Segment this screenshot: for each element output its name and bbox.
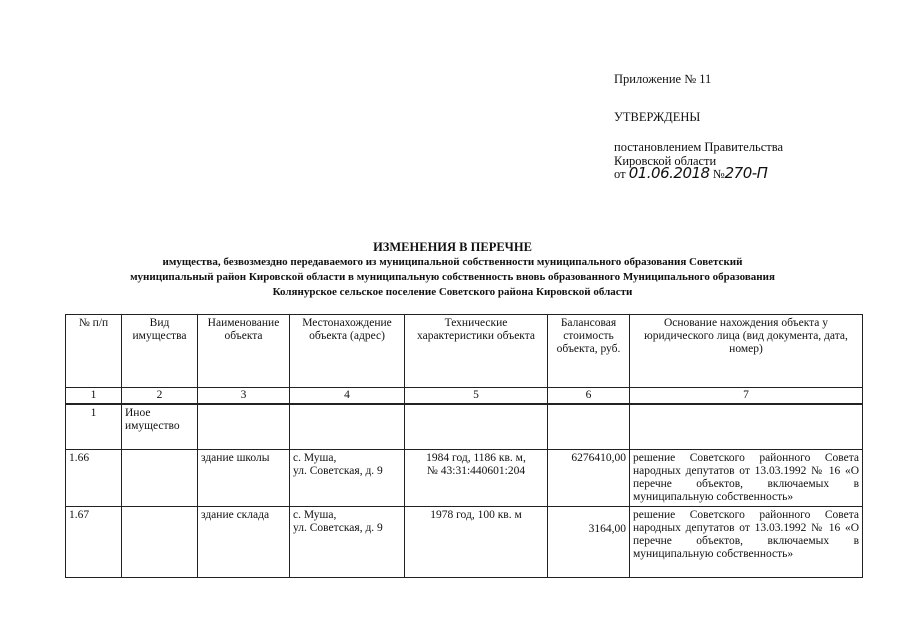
column-number: 5 (405, 388, 548, 405)
appendix-label: Приложение № 11 (614, 72, 712, 86)
row-value: 6276410,00 (548, 450, 630, 507)
column-number: 4 (290, 388, 405, 405)
header-location: Местонахождение объекта (адрес) (290, 315, 405, 388)
empty-cell (630, 404, 863, 450)
column-number: 2 (122, 388, 198, 405)
column-number: 7 (630, 388, 863, 405)
specs-line-1: 1984 год, 1186 кв. м, (426, 452, 526, 464)
table-header-row (66, 315, 863, 388)
row-basis: решение Советского районного Совета народных депутатов от 13.03.1992 № 16 «О перечне объектов, включаемых в муниципальную собственность» (630, 507, 863, 578)
date-prefix: от (614, 167, 626, 181)
row-location (290, 450, 405, 507)
column-number: 3 (198, 388, 290, 405)
title-line-1: имущества, безвозмездно передаваемого из муниципальной собственности муниципального образования Советский (162, 256, 743, 268)
empty-cell (290, 404, 405, 450)
row-type (122, 450, 198, 507)
decree-line-2: Кировской области (614, 154, 717, 168)
table-row (66, 507, 863, 578)
title-line-3: Колянурское сельское поселение Советского района Кировской области (272, 286, 633, 298)
document-title (40, 240, 865, 300)
header-name: Наименование объекта (198, 315, 290, 388)
row-location (290, 507, 405, 578)
location-line-2: ул. Советская, д. 9 (293, 465, 383, 477)
decree-line-1: постановлением Правительства (614, 140, 784, 154)
header-specs: Технические характеристики объекта (405, 315, 548, 388)
category-type: Иное имущество (122, 404, 198, 450)
row-name: здание склада (198, 507, 290, 578)
location-line-2: ул. Советская, д. 9 (293, 522, 383, 534)
row-name: здание школы (198, 450, 290, 507)
category-num: 1 (66, 404, 122, 450)
location-line-1: с. Муша, (293, 509, 337, 521)
header-basis: Основание нахождения объекта у юридического лица (вид документа, дата, номер) (630, 315, 863, 388)
location-line-1: с. Муша, (293, 452, 337, 464)
header-num: № п/п (66, 315, 122, 388)
row-specs (405, 507, 548, 578)
empty-cell (548, 404, 630, 450)
handwritten-number: 270-П (724, 164, 768, 182)
header-value: Балансовая стоимость объекта, руб. (548, 315, 630, 388)
category-row (66, 404, 863, 450)
title-main: ИЗМЕНЕНИЯ В ПЕРЕЧНЕ (373, 240, 532, 254)
column-number: 1 (66, 388, 122, 405)
column-number-row (66, 388, 863, 405)
header-type: Вид имущества (122, 315, 198, 388)
row-basis: решение Советского районного Совета народных депутатов от 13.03.1992 № 16 «О перечне объектов, включаемых в муниципальную собственность» (630, 450, 863, 507)
row-num: 1.66 (66, 450, 122, 507)
empty-cell (405, 404, 548, 450)
row-value: 3164,00 (548, 507, 630, 578)
specs-line-1: 1978 год, 100 кв. м (430, 509, 522, 521)
row-specs (405, 450, 548, 507)
row-type (122, 507, 198, 578)
row-num: 1.67 (66, 507, 122, 578)
title-line-2: муниципальный район Кировской области в муниципальную собственность вновь образованного Муниципального образования (130, 271, 775, 283)
column-number: 6 (548, 388, 630, 405)
decree-date-line (614, 166, 767, 181)
handwritten-date: 01.06.2018 (628, 164, 710, 182)
property-table (65, 314, 863, 578)
specs-line-2: № 43:31:440601:204 (426, 465, 526, 477)
empty-cell (198, 404, 290, 450)
table-row (66, 450, 863, 507)
approved-label: УТВЕРЖДЕНЫ (614, 110, 701, 124)
number-prefix: № (712, 167, 725, 181)
